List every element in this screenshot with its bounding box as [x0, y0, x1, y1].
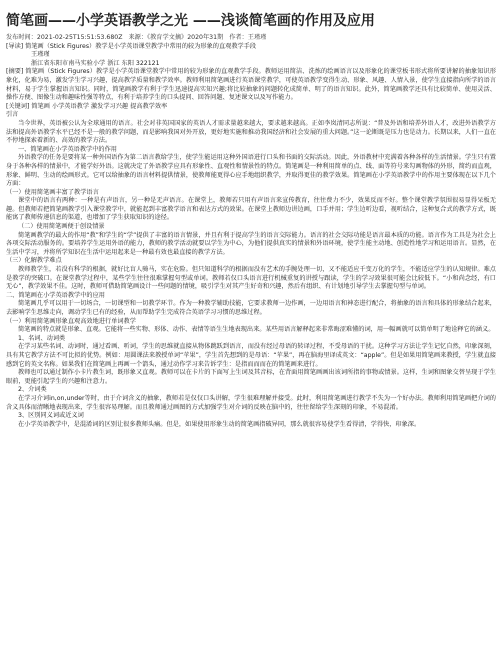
item-2-heading: 2、介词类 — [18, 386, 47, 394]
subsection-2-paragraph: 简笔画教学的最大的作用“教”和学生的“学”提供了丰富的语言情景，并且有利于提高学生的语言交际能力。语言的社会交际功能是语言最本质的功能。语言作为工具是为社会上各项交际活动服务的。要培养学生运用外语的能力，教师的教学活动就要以学生为中心，为他们提供真实的情景和外语环境，使学生能主动地、创造性地学习和运用语言。显然，在生活中学习，并将所学知识在生活中运用起来是一种最有效也最直接的教学方法。 — [6, 231, 496, 256]
subsection-4-heading: （一）利用简笔画形象直观高效地进行单词教学 — [6, 317, 136, 325]
item-2-paragraph: 在学习介词in,on,under等时，由于介词含义的抽象，教师若是仅仅口头讲解，学生很难理解并接受。此时，利用简笔画进行教学不失为一个好办法。教师利用简笔画把介词的含义具体而清晰地表现出来，学生很容易理解。而且教师通过画图的方式加强学生对介词的反映在脑中的，往往留给学生深刻的印象，不易混淆。 — [6, 394, 496, 411]
affiliation: 浙江省东阳市南马实验小学 浙江 东阳 322121 — [31, 59, 160, 67]
item-3-heading: 3、区别同义词或近义词 — [18, 412, 84, 420]
section-1-paragraph: 外语教学的任务是要将某一种外国语作为第二语言教给学生，使学生能运用这种外国语进行口头和书面的交际活动。因此，外语教材中充满着各种各样的生活情景。学生只有置身于各种各样的情景中，才能学好外语。这就决定了外语教学应具有形象性、直观性和情景性的特点。简笔画是一种利用简单的点、线、面等符号来勾画物体的外形，简约而直观，形象、鲜明、生动的绘画形式。它可以给抽象的语言材料提供情景，使教师能更得心应手地组织教学，并取得更佳的教学效果。简笔画在小学英语教学中的作用主要体现在以下几个方面： — [6, 154, 496, 188]
item-1-heading: 1、名词、动词类 — [18, 334, 66, 342]
keywords: [关键词] 简笔画 小学英语教学 激发学习兴趣 提高教学效率 — [6, 102, 168, 110]
abstract: [摘要] 简笔画（Stick Figures）教学是小学英语课堂教学中常用的较为形象的直观教学手段。教师运用简洁、洗炼的绘画语言以及形象化的课堂板书形式将所要讲解的抽象知识形象化，化难为易，激发学生学习兴趣，提高教学质量和教学效率。教师利用简笔画进行英语课堂教学，可使英语教学变得生动、形象、风趣、人情入景，使学生直接指向所学的语言材料，易于学生掌握语言知识。同时，简笔画教学有利于学生迅速提高实知兴趣;将比较抽象的问题转化成简单、明了的语言知识。此外，简笔画教学还具有比较简单、使用灵活、操作方便、图像生动和趣味性强等特点，有利于培养学生的口头提问、回答问题、复述课文以及写作能力。 — [6, 68, 496, 102]
intro-heading: 引言 — [6, 111, 19, 119]
section-1-heading: 一、简笔画在小学英语教学中的作用 — [18, 145, 117, 153]
item-1-paragraph-2: 教师也可以通过制作小卡片教生词，既形象又直观。教师可以在卡片的下面写上生词及其音标，在背面用简笔画画出该词所指的事物或情景。这样，生词和图象交替呈现于学生眼前，更能引起学生的兴趣和注意力。 — [6, 369, 496, 385]
source: 来源：《教育学文摘》2020年31期 — [128, 34, 224, 41]
subsection-1-heading: （一）使用简笔画丰富了教学语言 — [6, 188, 99, 196]
item-1-paragraph: 在学习某些名词、动词时，通过看画、听词，学生的思维就直接从物体跳跃到语言，而没有经过母语的转译过程，不受母语的干扰。这种学习方法让学生记忆自然，印象深刻，具有其它教学方法不可比拟的优势。例如：用圆课法来教授单词“苹果”，学生首先想到的是母语：“苹果”，再在脑海里译成英文：“apple”。但是如果用简笔画来教授，学生就直接感到它的英文名称。如果我们在简笔画上再画一个箭头，通过动作学习来告诉学生：是指而而而在的简笔画来进行。 — [6, 343, 496, 368]
intro-paragraph: 当今世界，英语被公认为全球通用的语言。社会对非英国国家的英语人才需求量越来越大，要求越来越高。正如李岚清同志所说：“普及外语和培养外语人才，改进外语教学方法和提高外语教学水平已经不是一般的教学问题，而是影响我国对外开放，更好地实施和推动我国经济和社会发展的重大问题。”这一论断既是压力也是动力。长期以来，人们一直在不停地探索着新的、高效的教学方法。 — [6, 119, 496, 145]
subsection-1-paragraph: 课堂中的语言有两种：一种是有声语言，另一种是无声语言。在课堂上，教师若只用有声语言来宣传教育，往往费力不少，效果反而不好。整个课堂教学氛围很易显得呆板无趣。但教师若把简笔画教学引入课堂教学中，就能起到丰富教学语言和表达方式的效果。在课堂上教师边讲边画，口手并用；学生边听边看，视听结合，这种复合式的教学方式，既能寓了教师传递信息的渠道，也增加了学生获取知识的途径。 — [6, 197, 496, 222]
article-title: 简笔画——小学英语教学之光 ——浅谈简笔画的作用及应用 — [6, 13, 375, 29]
section-2-heading: 二、简笔画在小学英语教学中的应用 — [6, 291, 105, 299]
section-2-paragraph: 简笔画几乎可以用于一切场合，一切课型和一切教学环节。作为一种教学辅助技能，它要求教师一边作画，一边用语言和神态进行配合，将抽象的语言和具体的形象结合起来，去影响学生思维走向，调动学生已有的经验，从而帮助学生完成符合英语学习习惯的思维过程。 — [6, 300, 496, 316]
item-3-paragraph: 在小学英语教学中，是混淆词的区别让很多教师头痛。但是，如果使用形象生动的简笔画指破异同，那么就很容易使学生看得清，学得快，印象深。 — [18, 420, 421, 428]
author-name: 王瑾瑾 — [31, 51, 50, 59]
author: 作者：王瑾瑾 — [229, 34, 267, 41]
subsection-2-heading: （二）使用简笔画便于创设情景 — [18, 223, 105, 231]
subsection-3-heading: （三）化解教学难点 — [6, 257, 62, 265]
publish-date: 发布时间：2021-02-25T15:51:53.680Z — [6, 34, 123, 41]
article-meta — [6, 34, 496, 43]
subsection-3-paragraph: 教师教学生，若没有科学的根据，就好比盲人骑马，实在危险。但只知道科学的根据而没有艺术的手腕处理一切，又不能适应千变万化的学生，不能适应学生的认知规律。难点是教学的突破口。在课堂教学过程中，某些学生往往很难掌握句型或单词。教师若仅口头语言进行机械重复的讲授与跟读，学生的学习效果很可能会比较低下。“小和尚念经，有口无心”，教学效果不佳。这时，教师可借助简笔画设计一些问题的情境，吸引学生对其产生好奇和兴趣，然后有组织、有计划地引导学生去掌握句型与单词。 — [6, 266, 496, 291]
guide: [导读] 简笔画（Stick Figures）教学是小学英语课堂教学中常用的较为形象的直观教学手段 — [6, 42, 257, 50]
subsection-4-paragraph: 简笔画的特点就是形象、直观。它能将一些实物、形体、动作、表情等语生生地表现出来。某些用语言解释起来非常晦涩难懂的词，用一幅画就可以简单明了地诠释它的涵义。 — [18, 326, 495, 334]
